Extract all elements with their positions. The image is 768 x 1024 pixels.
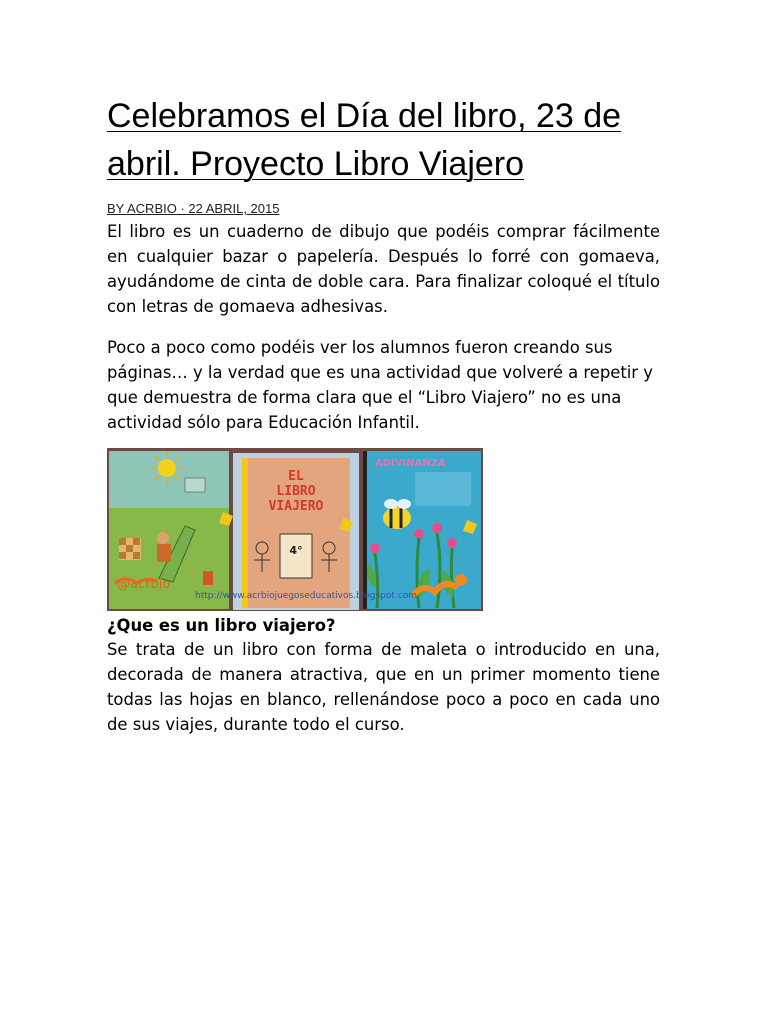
cover-title-line-2: LIBRO bbox=[276, 484, 316, 499]
byline-text[interactable]: BY ACRBIO · 22 ABRIL, 2015 bbox=[107, 201, 280, 216]
paragraph-2: Poco a poco como podéis ver los alumnos fueron creando sus páginas… y la verdad que es una actividad que volveré a repetir y que demuestra de forma clara que el “Libro Viajero” no es una actividad sólo para Educación Infantil. bbox=[107, 338, 653, 432]
page-title-adivinanza: ADIVINANZA bbox=[375, 458, 446, 469]
photo-collage bbox=[107, 448, 483, 611]
sun-drawing bbox=[158, 459, 176, 477]
paragraph-1: El libro es un cuaderno de dibujo que podéis comprar fácilmente en cualquier bazar o papelería. Después lo forré con gomaeva, ayudándome de cinta de doble cara. Para finalizar coloqué el título con letras de gomaeva adhesivas. bbox=[107, 222, 660, 316]
bee-drawing bbox=[383, 507, 411, 529]
photo-watermark: http://www.acrbiojuegoseducativos.blogspot.com bbox=[195, 591, 418, 601]
signature-text: @acrbio bbox=[117, 577, 171, 592]
article-title[interactable]: Celebramos el Día del libro, 23 de abril. Proyecto Libro Viajero bbox=[107, 97, 622, 183]
article-byline[interactable] bbox=[107, 201, 279, 216]
libro-viajero-photo bbox=[107, 448, 483, 611]
paragraph-3: Se trata de un libro con forma de maleta o introducido en una, decorada de manera atractiva, que en un primer momento tiene todas las hojas en blanco, rellenándose poco a poco en cada uno de sus viajes, durante todo el curso. bbox=[107, 640, 660, 734]
cover-title-line-1: EL bbox=[288, 469, 304, 484]
section-heading: ¿Que es un libro viajero? bbox=[107, 616, 336, 635]
cover-grade: 4° bbox=[289, 544, 303, 557]
cover-title-line-3: VIAJERO bbox=[268, 499, 324, 514]
